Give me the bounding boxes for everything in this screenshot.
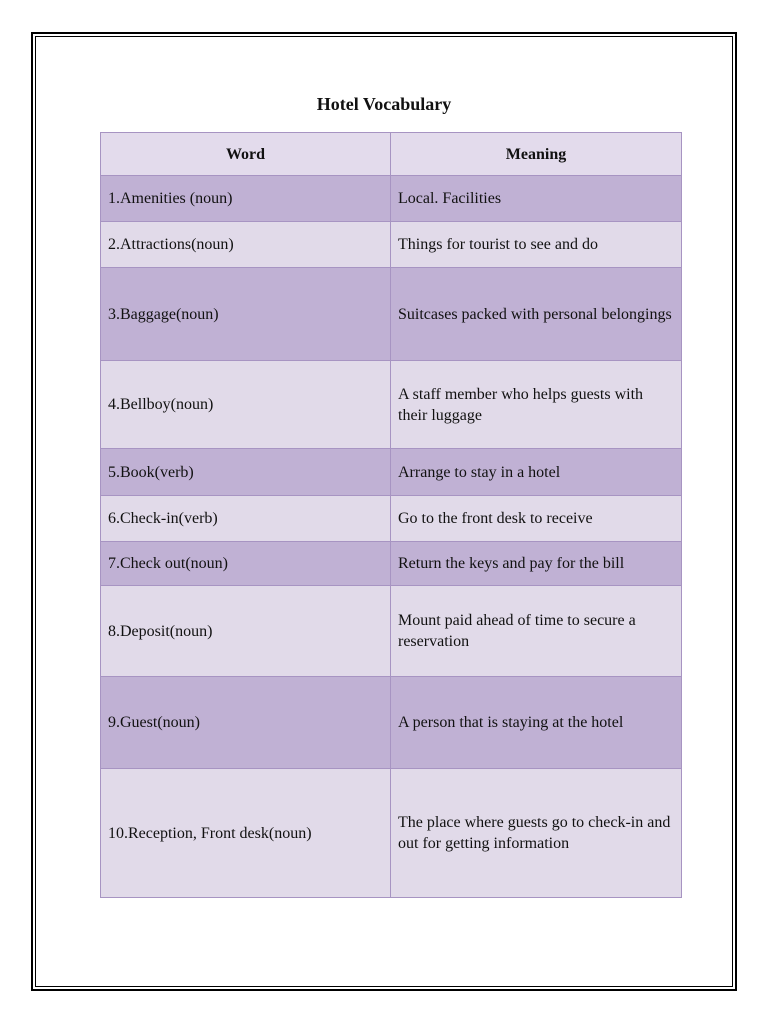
table-header-row	[101, 133, 682, 176]
meaning-cell: Local. Facilities	[391, 176, 682, 222]
word-cell: 4.Bellboy(noun)	[101, 361, 391, 449]
table-row	[101, 176, 682, 222]
word-cell: 8.Deposit(noun)	[101, 586, 391, 677]
word-cell: 2.Attractions(noun)	[101, 222, 391, 268]
meaning-cell: The place where guests go to check-in and out for getting information	[391, 769, 682, 898]
meaning-cell: Go to the front desk to receive	[391, 496, 682, 542]
document-title: Hotel Vocabulary	[316, 94, 452, 114]
meaning-cell: Return the keys and pay for the bill	[391, 542, 682, 586]
table-row	[101, 268, 682, 361]
table-row	[101, 677, 682, 769]
word-cell: 5.Book(verb)	[101, 449, 391, 496]
word-cell: 9.Guest(noun)	[101, 677, 391, 769]
table-row	[101, 586, 682, 677]
meaning-cell: Things for tourist to see and do	[391, 222, 682, 268]
word-cell: 10.Reception, Front desk(noun)	[101, 769, 391, 898]
meaning-cell: Suitcases packed with personal belongings	[391, 268, 682, 361]
table-row	[101, 542, 682, 586]
table-row	[101, 449, 682, 496]
column-header-word: Word	[101, 133, 391, 176]
word-cell: 1.Amenities (noun)	[101, 176, 391, 222]
table-row	[101, 496, 682, 542]
vocabulary-table	[100, 132, 682, 898]
column-header-meaning: Meaning	[391, 133, 682, 176]
table-row	[101, 222, 682, 268]
meaning-cell: Mount paid ahead of time to secure a reservation	[391, 586, 682, 677]
meaning-cell: A person that is staying at the hotel	[391, 677, 682, 769]
word-cell: 6.Check-in(verb)	[101, 496, 391, 542]
word-cell: 3.Baggage(noun)	[101, 268, 391, 361]
meaning-cell: Arrange to stay in a hotel	[391, 449, 682, 496]
table-row	[101, 769, 682, 898]
meaning-cell: A staff member who helps guests with their luggage	[391, 361, 682, 449]
word-cell: 7.Check out(noun)	[101, 542, 391, 586]
table-row	[101, 361, 682, 449]
